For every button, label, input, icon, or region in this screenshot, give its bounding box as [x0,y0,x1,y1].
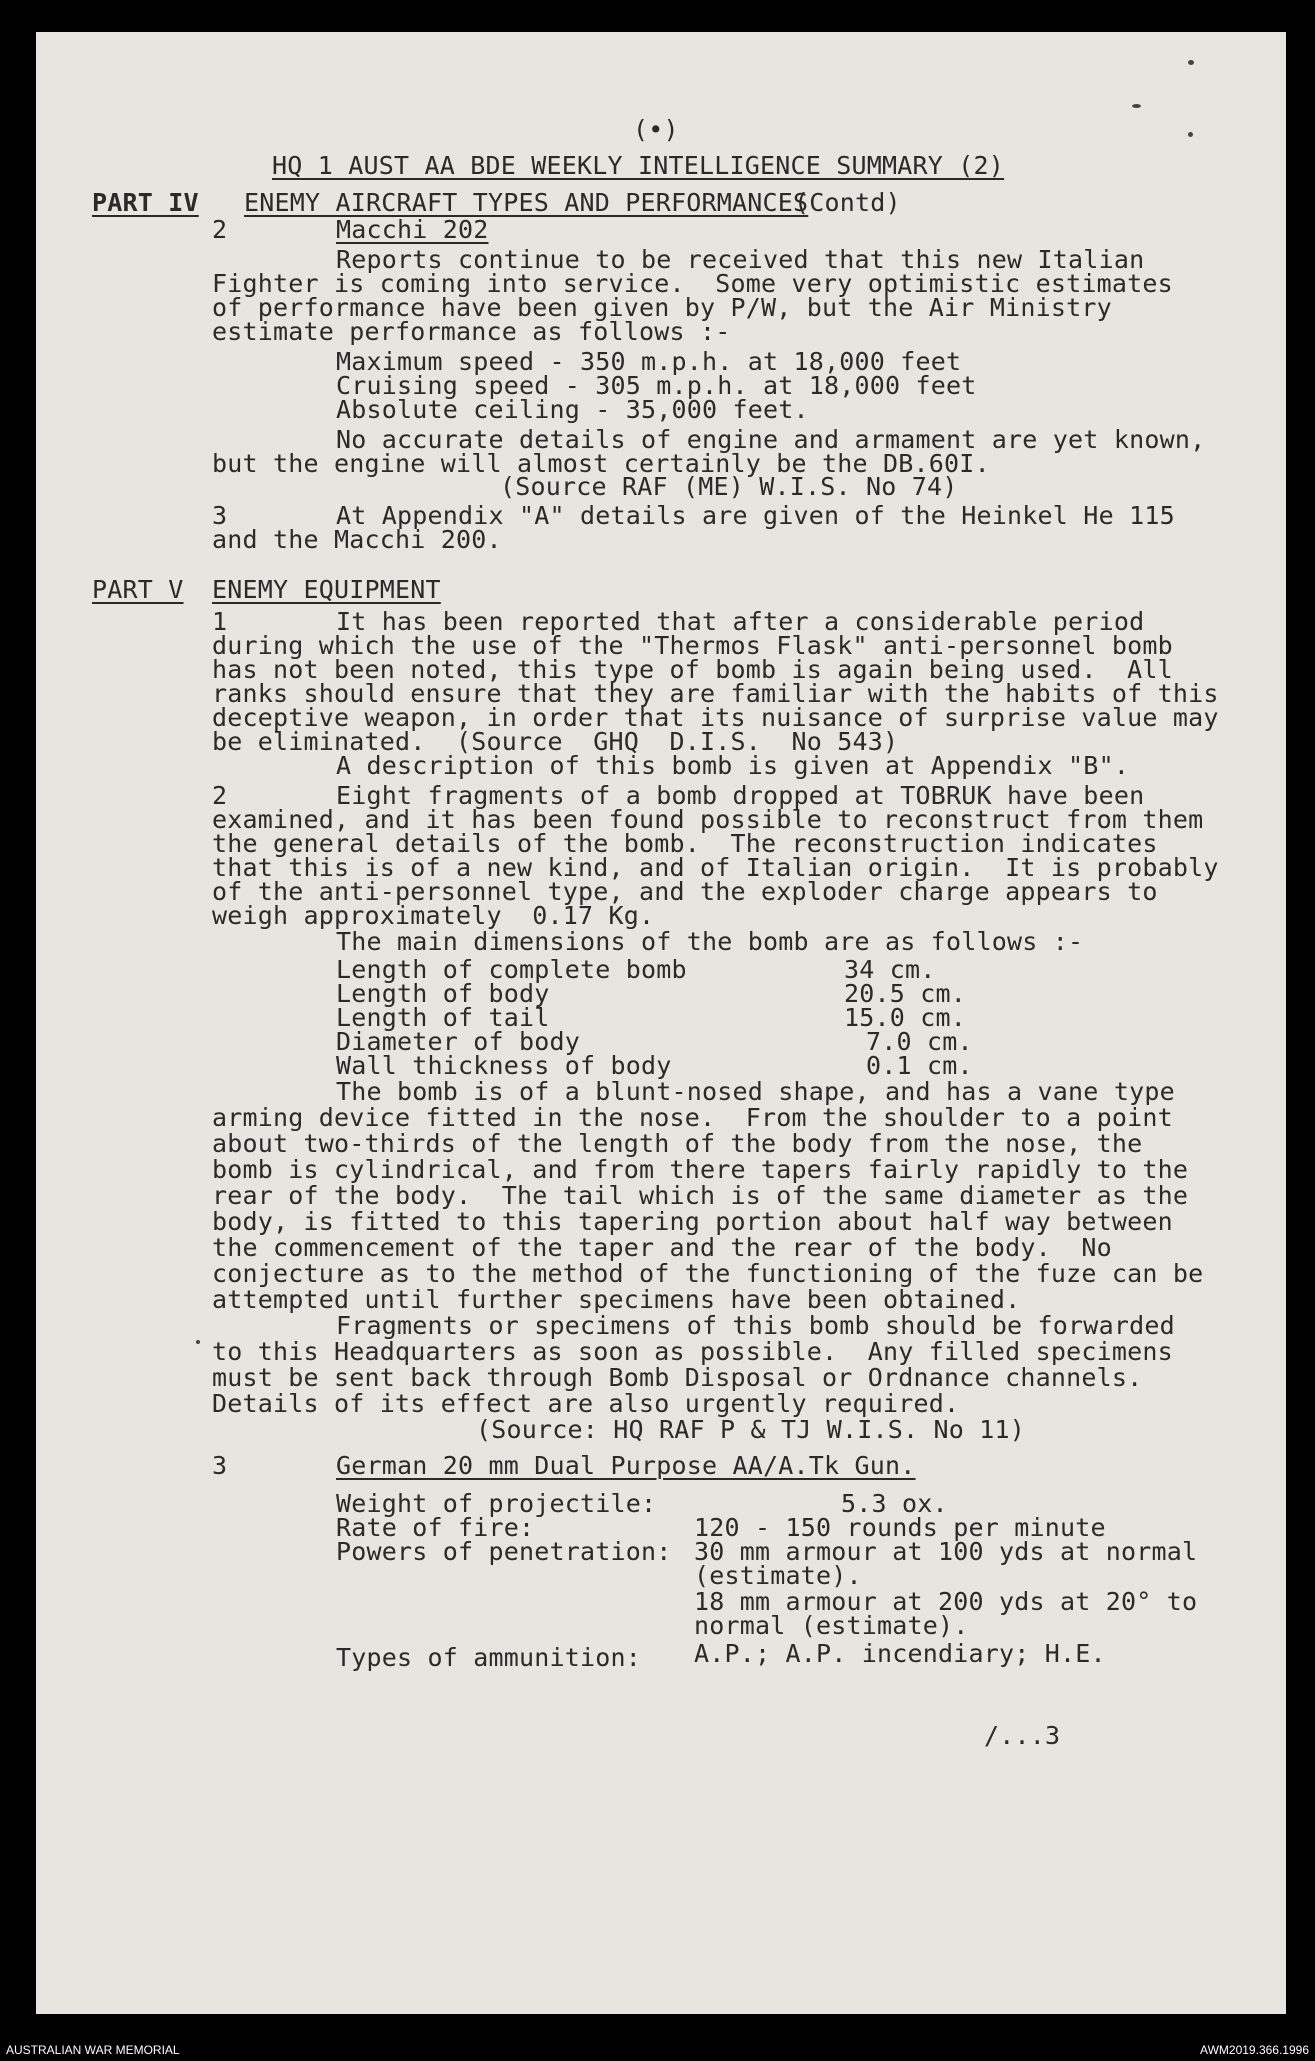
document-title: HQ 1 AUST AA BDE WEEKLY INTELLIGENCE SUMMARY (2) [272,151,1005,180]
paragraph-line: and the Macchi 200. [212,525,502,554]
spec-value: 120 - 150 rounds per minute [694,1513,1106,1542]
paragraph-line: the general details of the bomb. The reconstruction indicates [212,829,1158,858]
paragraph-line: Reports continue to be received that this new Italian [336,245,1145,274]
paragraph-line: At Appendix "A" details are given of the Heinkel He 115 [336,501,1175,530]
document-page [36,32,1286,2014]
item-number: 2 [212,781,228,810]
spec-label: Weight of projectile: [336,1489,657,1518]
spec-label: Rate of fire: [336,1513,535,1542]
spec-label: Powers of penetration: [336,1537,672,1566]
spec-value: 5.3 ox. [841,1489,948,1518]
ink-speck [1132,104,1141,108]
paragraph-line: examined, and it has been found possible to reconstruct from them [212,805,1204,834]
performance-line: Cruising speed - 305 m.p.h. at 18,000 feet [336,371,977,400]
spec-value: 30 mm armour at 100 yds at normal [694,1537,1198,1566]
paragraph-line: It has been reported that after a considerable period [336,607,1145,636]
paragraph-line: A description of this bomb is given at Appendix "B". [336,751,1130,780]
paragraph-line: but the engine will almost certainly be the DB.60I. [212,449,990,478]
paragraph-line: body, is fitted to this tapering portion about half way between [212,1207,1173,1236]
paragraph-line: attempted until further specimens have been obtained. [212,1285,1021,1314]
ink-speck [196,1340,200,1344]
item-number: 3 [212,501,228,530]
part5-label: PART V [92,575,184,604]
part4-label: PART IV [92,188,199,217]
paragraph-line: rear of the body. The tail which is of the same diameter as the [212,1181,1189,1210]
page-mark: (•) [633,115,679,144]
paragraph-line: that this is of a new kind, and of Italian origin. It is probably [212,853,1219,882]
paragraph-line: conjecture as to the method of the functioning of the fuze can be [212,1259,1204,1288]
paragraph-line: estimate performance as follows :- [212,317,731,346]
paragraph-line: of performance have been given by P/W, but the Air Ministry [212,293,1112,322]
spec-label: Types of ammunition: [336,1643,642,1672]
item-number: 1 [212,607,228,636]
part5-heading: ENEMY EQUIPMENT [212,575,441,604]
dimension-label: Length of body [336,979,550,1008]
page-continuation: /...3 [984,1721,1061,1750]
part4-heading: ENEMY AIRCRAFT TYPES AND PERFORMANCES [244,188,809,217]
paragraph-line: the commencement of the taper and the rear of the body. No [212,1233,1112,1262]
dimension-value: 20.5 cm. [844,979,967,1008]
archive-name: AUSTRALIAN WAR MEMORIAL [6,2043,180,2057]
paragraph-line: Eight fragments of a bomb dropped at TOBRUK have been [336,781,1145,810]
archive-accession-id: AWM2019.366.1996 [1200,2043,1309,2057]
paragraph-line: has not been noted, this type of bomb is again being used. All [212,655,1173,684]
paragraph-line: during which the use of the "Thermos Flask" anti-personnel bomb [212,631,1173,660]
paragraph-line: must be sent back through Bomb Disposal or Ordnance channels. [212,1363,1143,1392]
ink-speck [1188,132,1193,137]
archive-footer [0,2039,1315,2061]
paragraph-line: weigh approximately 0.17 Kg. [212,901,655,930]
dimension-label: Length of complete bomb [336,955,687,984]
spec-value: 18 mm armour at 200 yds at 20° to [694,1587,1198,1616]
item-number: 3 [212,1451,228,1480]
paragraph-line: Details of its effect are also urgently required. [212,1389,960,1418]
dimension-label: Wall thickness of body [336,1051,672,1080]
dimension-value: 7.0 cm. [866,1027,973,1056]
spec-value: A.P.; A.P. incendiary; H.E. [694,1639,1106,1668]
item-number: 2 [212,215,228,244]
paragraph-line: deceptive weapon, in order that its nuisance of surprise value may [212,703,1219,732]
source-citation: (Source: HQ RAF P & TJ W.I.S. No 11) [476,1415,1026,1444]
ink-speck [1188,60,1194,65]
paragraph-line: bomb is cylindrical, and from there tapers fairly rapidly to the [212,1155,1189,1184]
dimension-value: 0.1 cm. [866,1051,973,1080]
source-citation: (Source RAF (ME) W.I.S. No 74) [500,472,958,501]
paragraph-line: arming device fitted in the nose. From the shoulder to a point [212,1103,1173,1132]
paragraph-line: ranks should ensure that they are familiar with the habits of this [212,679,1219,708]
performance-line: Absolute ceiling - 35,000 feet. [336,395,809,424]
dimension-value: 15.0 cm. [844,1003,967,1032]
paragraph-line: be eliminated. (Source GHQ D.I.S. No 543) [212,727,899,756]
paragraph-line: about two-thirds of the length of the body from the nose, the [212,1129,1143,1158]
spec-value: (estimate). [694,1561,862,1590]
dimension-value: 34 cm. [844,955,936,984]
paragraph-line: to this Headquarters as soon as possible. Any filled specimens [212,1337,1173,1366]
performance-line: Maximum speed - 350 m.p.h. at 18,000 feet [336,347,962,376]
paragraph-line: of the anti-personnel type, and the exploder charge appears to [212,877,1158,906]
paragraph-line: Fighter is coming into service. Some very optimistic estimates [212,269,1173,298]
paragraph-line: No accurate details of engine and armament are yet known, [336,425,1206,454]
part4-contd: (Contd) [794,188,901,217]
paragraph-line: Fragments or specimens of this bomb should be forwarded [336,1311,1175,1340]
item-heading: German 20 mm Dual Purpose AA/A.Tk Gun. [336,1451,916,1480]
dimension-label: Length of tail [336,1003,550,1032]
item-heading: Macchi 202 [336,215,489,244]
dimension-label: Diameter of body [336,1027,581,1056]
paragraph-line: The main dimensions of the bomb are as follows :- [336,927,1084,956]
paragraph-line: The bomb is of a blunt-nosed shape, and has a vane type [336,1077,1175,1106]
spec-value: normal (estimate). [694,1611,969,1640]
